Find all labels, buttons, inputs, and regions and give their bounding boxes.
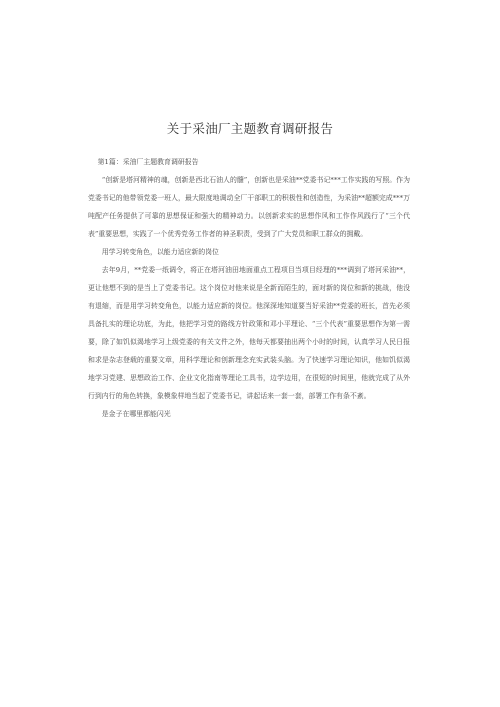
section-heading: 第1篇：采油厂主题教育调研报告 <box>97 158 199 166</box>
subsection-heading: 用学习转变角色，以能力适应新的岗位 <box>101 248 219 256</box>
body-paragraph: 去年9月，**党委一纸调令，将正在塔河油田地面重点工程项目当项目经理的***调到了塔河采油**，更让他想不到的是当上了党委书记。这个岗位对他来说是全新而陌生的，面对新的岗位和新的挑战，他没有退缩，而是用学习转变角色，以能力适应新的岗位。他深深地知道要当好采油**党委的班长，首先必须具备扎实的理论功底，为此，他把学习党的路线方针政策和邓小平理论、“三个代表”重要思想作为第一需要，除了如饥似渴地学习上级党委的有关文件之外，他每天都要抽出两个小时的时间，认真学习人民日报和求是杂志登载的重要文章，用科学理论和创新理念充实武装头脑。为了快速学习理论知识，他如饥似渴地学习党建、思想政治工作、企业文化指南等理论工具书，边学边用，在很短的时间里，他就完成了从外行到内行的角色转换，象模象样地当起了党委书记，讲起话来一套一套，部署工作有条不紊。 <box>88 266 410 400</box>
document-body <box>88 153 410 423</box>
subsection-heading: 是金子在哪里都能闪光 <box>101 410 171 418</box>
document-title: 关于采油厂主题教育调研报告 <box>166 121 334 136</box>
body-paragraph: “创新是塔河精神的魂，创新是西北石油人的髓”，创新也是采油**党委书记***工作实践的写照。作为党委书记的他带领党委一班人，最大限度地调动全厂干部职工的积极性和创造性，为采油**超额完成***万吨配产任务提供了可靠的思想保证和强大的精神动力。以创新求实的思想作风和工作作风践行了“三个代表”重要思想，实践了一个优秀党务工作者的神圣职责，受到了广大党员和职工群众的拥戴。 <box>88 176 410 238</box>
